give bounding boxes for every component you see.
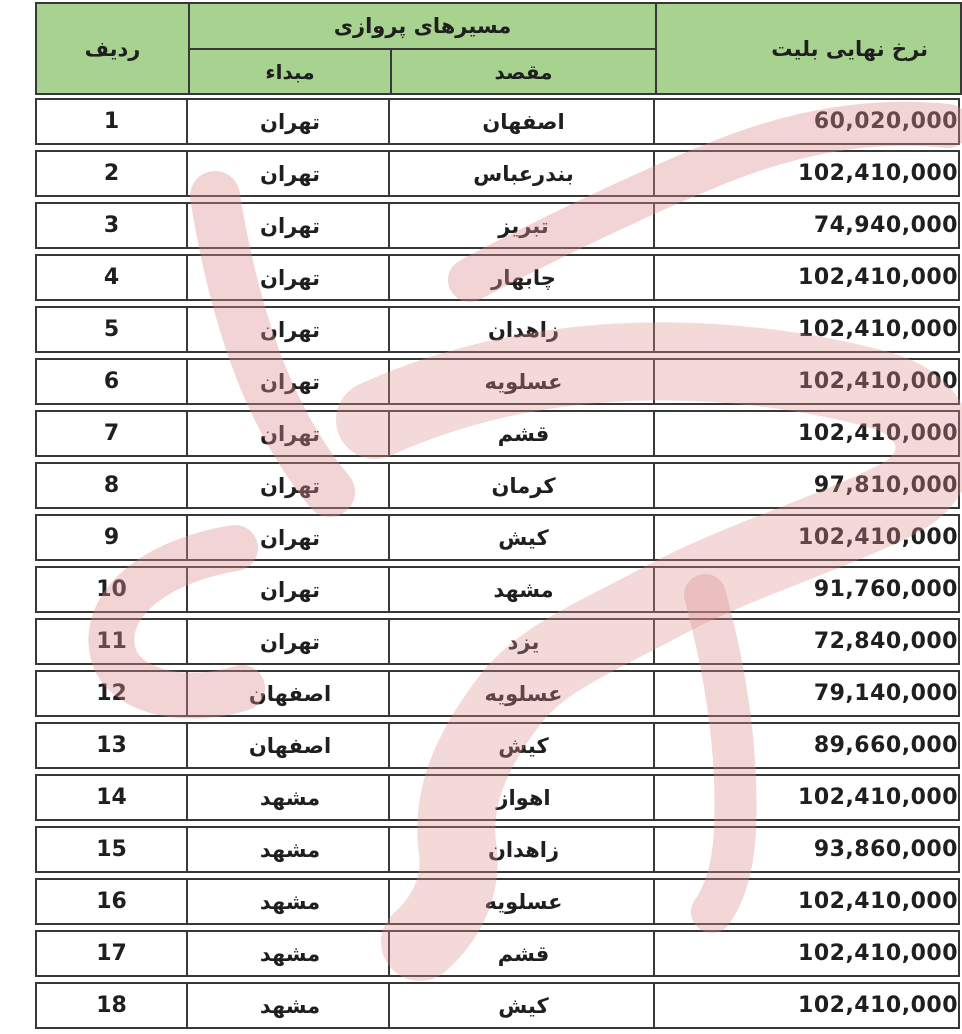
price-cell: 102,410,000 [655,150,960,197]
price-cell: 89,660,000 [655,722,960,769]
table-row [35,930,960,977]
origin-cell: تهران [188,358,390,405]
destination-cell: قشم [390,930,655,977]
destination-cell: عسلویه [390,670,655,717]
price-cell: 97,810,000 [655,462,960,509]
table-row [35,150,960,197]
origin-cell: تهران [188,462,390,509]
destination-cell: بندرعباس [390,150,655,197]
row-index-cell: 15 [35,826,188,873]
price-cell: 102,410,000 [655,514,960,561]
origin-cell: مشهد [188,930,390,977]
price-cell: 91,760,000 [655,566,960,613]
table-row [35,202,960,249]
destination-cell: کیش [390,514,655,561]
origin-cell: تهران [188,566,390,613]
row-index-cell: 10 [35,566,188,613]
price-cell: 102,410,000 [655,878,960,925]
price-cell: 102,410,000 [655,410,960,457]
destination-cell: چابهار [390,254,655,301]
table-row [35,410,960,457]
destination-cell: کیش [390,722,655,769]
table-row [35,514,960,561]
row-index-cell: 4 [35,254,188,301]
table-row [35,254,960,301]
header-destination: مقصد [391,49,656,94]
price-cell: 102,410,000 [655,774,960,821]
header-final-price: نرخ نهایی بلیت [656,3,961,94]
origin-cell: تهران [188,98,390,145]
destination-cell: زاهدان [390,826,655,873]
origin-cell: اصفهان [188,722,390,769]
price-cell: 72,840,000 [655,618,960,665]
row-index-cell: 12 [35,670,188,717]
table-body [35,93,960,1034]
price-cell: 74,940,000 [655,202,960,249]
price-cell: 60,020,000 [655,98,960,145]
table-row [35,774,960,821]
origin-cell: تهران [188,254,390,301]
row-index-cell: 17 [35,930,188,977]
row-index-cell: 1 [35,98,188,145]
price-cell: 102,410,000 [655,358,960,405]
destination-cell: اهواز [390,774,655,821]
origin-cell: تهران [188,202,390,249]
row-index-cell: 3 [35,202,188,249]
destination-cell: قشم [390,410,655,457]
origin-cell: اصفهان [188,670,390,717]
row-index-cell: 13 [35,722,188,769]
destination-cell: عسلویه [390,358,655,405]
destination-cell: تبریز [390,202,655,249]
price-cell: 102,410,000 [655,930,960,977]
price-cell: 102,410,000 [655,306,960,353]
origin-cell: مشهد [188,774,390,821]
destination-cell: اصفهان [390,98,655,145]
header-origin: مبداء [189,49,391,94]
row-index-cell: 16 [35,878,188,925]
origin-cell: مشهد [188,878,390,925]
origin-cell: تهران [188,514,390,561]
table-header [35,2,962,95]
price-cell: 102,410,000 [655,254,960,301]
table-row [35,670,960,717]
table-row [35,826,960,873]
origin-cell: تهران [188,306,390,353]
price-cell: 79,140,000 [655,670,960,717]
row-index-cell: 18 [35,982,188,1029]
header-row-number: ردیف [36,3,189,94]
table-row [35,98,960,145]
origin-cell: تهران [188,410,390,457]
destination-cell: زاهدان [390,306,655,353]
row-index-cell: 7 [35,410,188,457]
header-flight-routes: مسیرهای پروازی [189,3,656,49]
row-index-cell: 5 [35,306,188,353]
origin-cell: مشهد [188,826,390,873]
destination-cell: یزد [390,618,655,665]
origin-cell: تهران [188,150,390,197]
destination-cell: کیش [390,982,655,1029]
table-row [35,618,960,665]
price-cell: 93,860,000 [655,826,960,873]
row-index-cell: 8 [35,462,188,509]
row-index-cell: 14 [35,774,188,821]
row-index-cell: 11 [35,618,188,665]
destination-cell: مشهد [390,566,655,613]
destination-cell: کرمان [390,462,655,509]
table-row [35,358,960,405]
table-row [35,722,960,769]
table-row [35,878,960,925]
origin-cell: تهران [188,618,390,665]
destination-cell: عسلویه [390,878,655,925]
table-row [35,566,960,613]
table-row [35,462,960,509]
row-index-cell: 2 [35,150,188,197]
table-row [35,982,960,1029]
row-index-cell: 6 [35,358,188,405]
row-index-cell: 9 [35,514,188,561]
flight-price-table [35,2,960,1034]
origin-cell: مشهد [188,982,390,1029]
price-cell: 102,410,000 [655,982,960,1029]
table-row [35,306,960,353]
